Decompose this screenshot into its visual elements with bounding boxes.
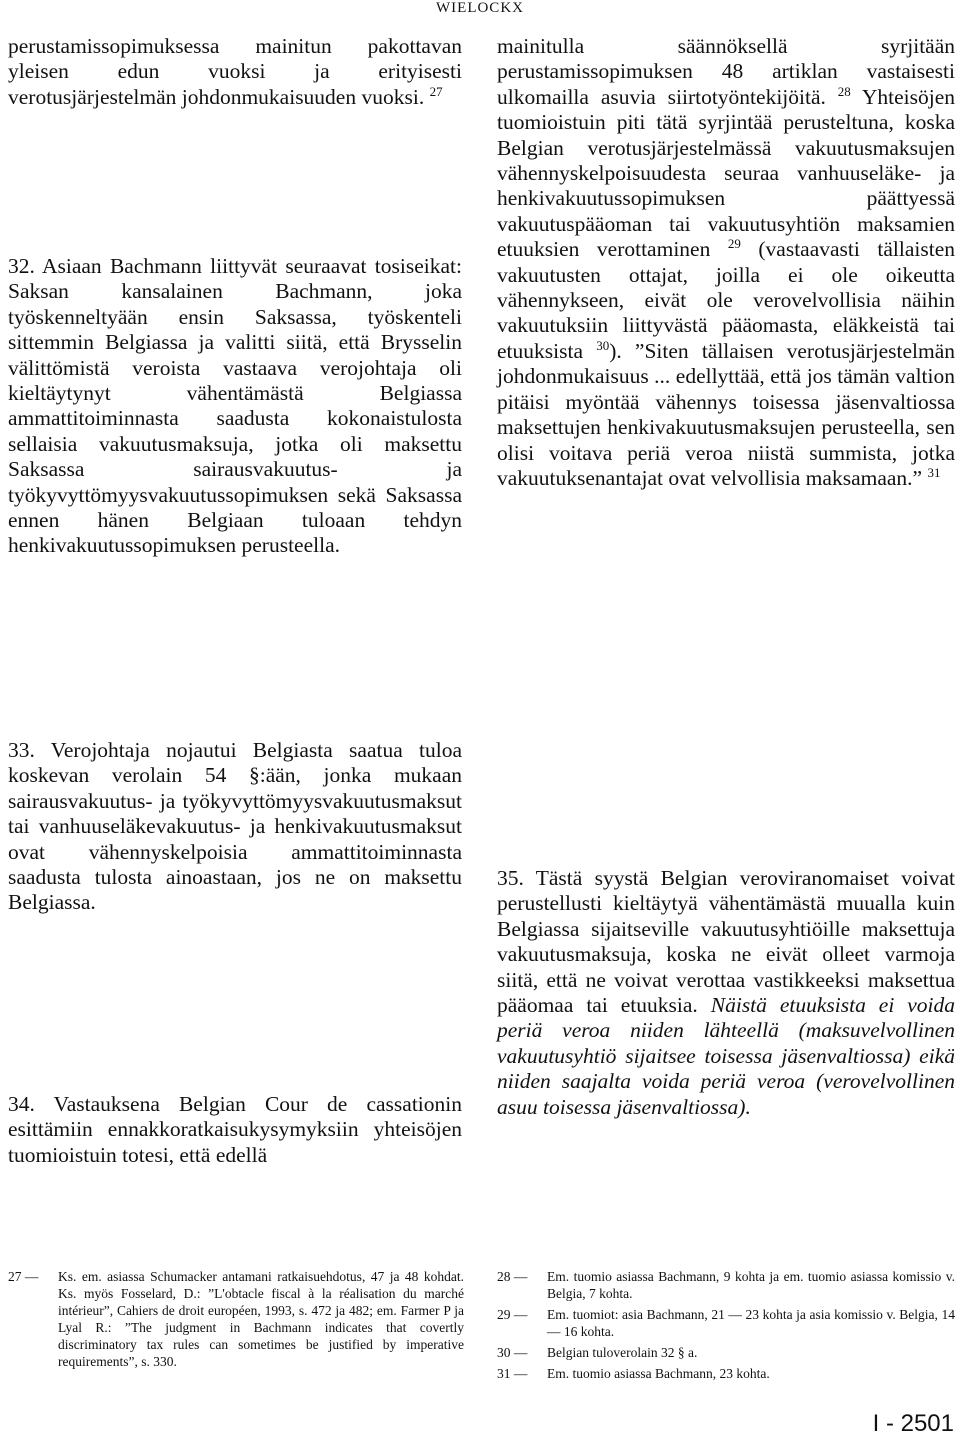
- footnote-number: 27 —: [8, 1269, 39, 1284]
- intro-text: perustamissopimuksessa mainitun pakottavan yleisen edun vuoksi ja erityisesti verotusjärjestelmän johdonmukaisuuden vuoksi.: [8, 34, 462, 109]
- paragraph-32-text: 32. Asiaan Bachmann liittyvät seuraavat tosiseikat: Saksan kansalainen Bachmann, joka työskenneltyään ensin Saksassa, työskenteli sittemmin Belgiassa ja valitti siitä, että Brysselin välittömistä veroista vastaava verojohtaja oli kieltäytynyt vähentämästä Belgiassa ammattitoiminnasta saadusta kokonaistulosta sellaisia vakuutusmaksuja, jotka oli maksettu Saksassa sairausvakuutus- ja työkyvyttömyysvakuutussopimuksen sekä Saksassa ennen hänen Belgiaan tuloaan tehdyn henkivakuutussopimuksen perusteella.: [8, 254, 462, 558]
- footnote-ref-31: 31: [927, 464, 941, 480]
- paragraph-35: [497, 866, 955, 1120]
- footnote-text: Em. tuomio asiassa Bachmann, 23 kohta.: [547, 1366, 770, 1381]
- footnotes-right: [497, 1268, 955, 1386]
- paragraph-33: [8, 738, 462, 916]
- paragraph-32: [8, 254, 462, 559]
- right-text-2: Yhteisöjen tuomioistuin piti tätä syrjintää perusteltuna, koska Belgian verotusjärjestelmässä vakuutusmaksujen vähennyskelpoisuudesta seuraa vanhuuseläke- ja henkivakuutussopimuksen päättyessä vakuutuspääoman tai vakuutusyhtiön maksamien etuuksien verottaminen: [497, 84, 955, 262]
- paragraph-34-text: 34. Vastauksena Belgian Cour de cassationin esittämiin ennakkoratkaisukysymyksiin yhteisöjen tuomioistuin totesi, että edellä: [8, 1092, 462, 1167]
- footnote-ref-29: 29: [727, 236, 741, 252]
- footnote-29: [497, 1306, 955, 1340]
- paragraph-35-text: 35. Tästä syystä Belgian veroviranomaiset voivat perustellusti kieltäytyä vähentämästä muualla kuin Belgiassa sijaitseville vakuutusyhtiöille maksettuja vakuutusmaksuja, koska ne eivät olleet varmoja siitä, että ne voivat verottaa vastikkeeksi maksettua pääomaa tai etuuksia.: [497, 866, 955, 1018]
- footnote-30: [497, 1344, 955, 1361]
- right-text-3: (vastaavasti tällaisten vakuutusten ottajat, joilla ei ole oikeutta vähennykseen, eivät ole verovelvollisia näihin vakuutuksiin liittyvästä pääomasta, eläkkeistä tai etuuksista: [497, 237, 955, 363]
- paragraph-33-text: 33. Verojohtaja nojautui Belgiasta saatua tuloa koskevan verolain 54 §:ään, jonka mukaan sairausvakuutus- ja työkyvyttömyysvakuutusmaksut tai vanhuuseläkevakuutus- ja henkivakuutusmaksut ovat vähennyskelpoisia ammattitoiminnasta saadusta tulosta ainoastaan, jos ne on maksettu Belgiassa.: [8, 738, 462, 915]
- right-continuation-paragraph: [497, 34, 955, 491]
- footnote-ref-28: 28: [837, 83, 851, 99]
- footnote-text: Ks. em. asiassa Schumacker antamani ratkaisuehdotus, 47 ja 48 kohdat. Ks. myös Fosselard, D.: ”L'obtacle fiscal à la réalisation du marché intérieur”, Cahiers de droit européen, 1993, s. 472 ja 482; em. Farmer P ja Lyal R.: ”The judgment in Bachmann indicates that covertly discriminatory tax rules can sometimes be justified by imperative requirements”, s. 330.: [58, 1269, 464, 1369]
- paragraph-35-italic: Näistä etuuksista ei voida periä veroa niiden lähteellä (maksuvelvollinen vakuutusyhtiö sijaitsee toisessa jäsenvaltiossa) eikä niiden saajalta voida periä veroa (verovelvollinen asuu toisessa jäsenvaltiossa).: [497, 993, 955, 1119]
- right-text-1: mainitulla säännöksellä syrjitään perustamissopimuksen 48 artiklan vastaisesti ulkomailla asuvia siirtotyöntekijöitä.: [497, 34, 955, 109]
- footnote-27: [8, 1268, 464, 1370]
- footnote-ref-27: 27: [429, 83, 443, 99]
- footnote-31: [497, 1365, 955, 1382]
- footnote-number: 31 —: [497, 1366, 528, 1381]
- running-header: WIELOCKX: [436, 0, 524, 16]
- right-text-4: ). ”Siten tällaisen verotusjärjestelmän johdonmukaisuus ... edellyttää, että jos tämän valtion pitäisi myöntää vähennys toisessa jäsenvaltiossa maksettujen henkivakuutusmaksujen perusteella, sen olisi voitava periä veroa niistä summista, jotka vakuutuksenantajat ovat velvollisia maksamaan.”: [497, 338, 955, 490]
- footnote-text: Em. tuomiot: asia Bachmann, 21 — 23 kohta ja asia komissio v. Belgia, 14 — 16 kohta.: [547, 1307, 955, 1339]
- footnote-number: 29 —: [497, 1307, 528, 1322]
- footnote-ref-30: 30: [596, 337, 610, 353]
- footnote-number: 28 —: [497, 1269, 528, 1284]
- paragraph-34: [8, 1092, 462, 1168]
- left-intro-paragraph: [8, 34, 462, 110]
- footnote-text: Em. tuomio asiassa Bachmann, 9 kohta ja em. tuomio asiassa komissio v. Belgia, 7 kohta.: [547, 1269, 955, 1301]
- footnotes-left: [8, 1268, 464, 1374]
- footnote-text: Belgian tuloverolain 32 § a.: [547, 1345, 698, 1360]
- page-number: I - 2501: [872, 1410, 954, 1437]
- footnote-28: [497, 1268, 955, 1302]
- footnote-number: 30 —: [497, 1345, 528, 1360]
